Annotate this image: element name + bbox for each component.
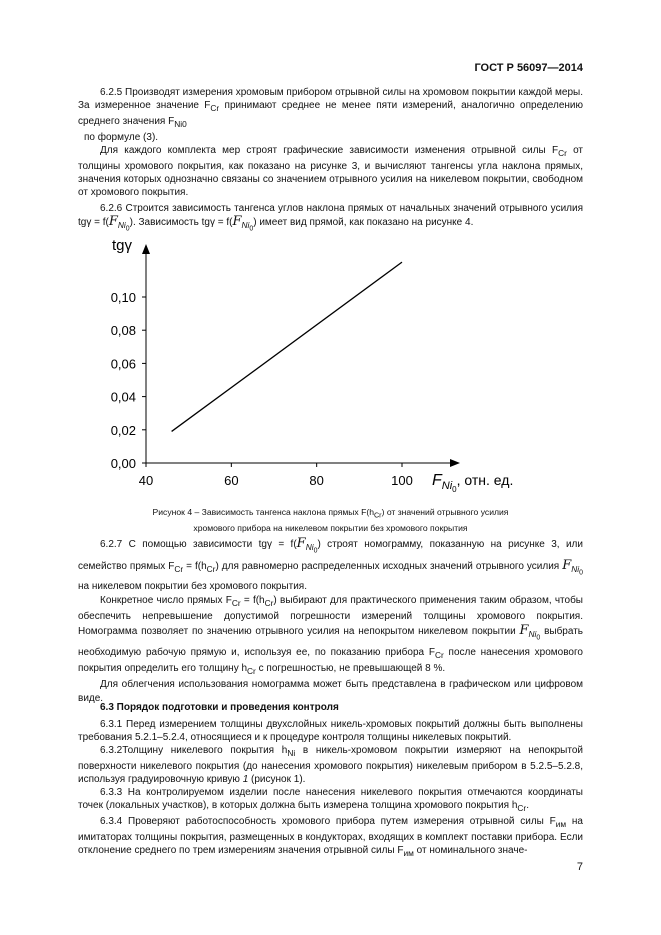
- section-63: [78, 701, 583, 860]
- x-axis-arrow: [450, 459, 460, 467]
- y-axis-arrow: [142, 244, 150, 254]
- paragraph-631: 6.3.1 Перед измерением толщины двухслойных никель-хромовых покрытий должны быть выполнены требования 5.2.1–5.2.4, относящиеся и к процедуре контроля толщины никелевых покрытий.: [78, 719, 583, 743]
- paragraph-number-of-lines: Конкретное число прямых $F_{Cr} = f(h_{Cr})$ выбирают для практического применения таким образом, чтобы обеспечить непревышение допустимой погрешности измерений толщины хромового покрытия. Номограмма позволяет по значению отрывного усилия на непокрытом никелевом покрытии $F_{Ni_0}$ выбрать необходимую рабочую прямую и, используя ее, по показанию прибора $F_{Cr}$ после нанесения хромового покрытия определить его толщину $h_{Cr}$ с погрешностью, не превышающей 8 %.: [78, 595, 583, 676]
- paragraph-633: 6.3.3 На контролируемом изделии после нанесения никелевого покрытия отмечаются координаты точек (локальных участков), в которых должна быть измерена толщина хромового покрытия $h_{Cr}$.: [78, 787, 583, 813]
- section-625: [78, 86, 583, 236]
- page-number: 7: [576, 861, 583, 873]
- paragraph-625: 6.2.5 Производят измерения хромовым прибором отрывной силы на хромовом покрытии каждой меры. За измеренное значение $F_{Cr}$ принимают среднее не менее пяти измерений, аналогично определению среднего значения $F_{Ni0}$: [78, 87, 583, 129]
- document-header: ГОСТ Р 56097—2014: [474, 62, 583, 74]
- series-line: [172, 262, 402, 431]
- paragraph-626: 6.2.6 Строится зависимость тангенса углов наклона прямых от начальных значений отрывного усилия $tg\gamma = f(F_{Ni_0})$. Зависимость $tg\gamma = f(F_{Ni_0})$ имеет вид прямой, как показано на рисунке 4.: [78, 203, 583, 233]
- y-tick-label: 0,04: [110, 389, 136, 405]
- section-627: [78, 537, 583, 706]
- figure-caption: Рисунок 4 – Зависимость тангенса наклона прямых $F(h_{Cr})$ от значений отрывного усилия хромового прибора на никелевом покрытии без хромового покрытия: [152, 507, 509, 533]
- paragraph-625-plots: Для каждого комплекта мер строят графические зависимости изменения отрывной силы $F_{Cr}$ от толщины хромового покрытия, как показано на рисунке 3, и вычисляют тангенсы угла наклона прямых, значения которых однозначно связаны со значением отрывного усилия на никелевом покрытии, свободном от хромового покрытия.: [78, 145, 583, 198]
- y-tick-label: 0,08: [110, 323, 136, 339]
- y-tick-label: 0,02: [110, 422, 136, 438]
- section-63-title: 6.3 Порядок подготовки и проведения контроля: [100, 702, 339, 713]
- x-axis-label: $F_{Ni0}$, отн. ед.: [432, 472, 514, 494]
- x-tick-label: 60: [224, 473, 239, 488]
- x-tick-label: 40: [138, 473, 154, 488]
- x-tick-label: 100: [391, 473, 413, 488]
- paragraph-632: 6.3.2Толщину никелевого покрытия $h_{Ni}$ в никель-хромовом покрытии измеряют на непокрытой поверхности никелевого покрытия (до нанесения хромового покрытия) никелевым прибором в 5.2.5–5.2.8, используя градуировочную кривую 1 (рисунок 1).: [78, 745, 583, 785]
- x-tick-label: 80: [309, 473, 324, 488]
- paragraph-625-formula: по формуле (3).: [84, 132, 159, 143]
- y-tick-label: 0,06: [110, 356, 136, 372]
- paragraph-nomogram: Для облегчения использования номограмма может быть представлена в графическом или цифровом виде.: [78, 678, 583, 704]
- paragraph-627: 6.2.7 С помощью зависимости $tg\gamma = f(F_{Ni_0})$ строят номограмму, показанную на рисунке 3, или семейство прямых $F_{Cr} = f(h_{Cr})$ для равномерно распределенных исходных значений отрывного усилия $F_{Ni_0}$ на никелевом покрытии без хромового покрытия.: [78, 536, 583, 593]
- y-axis-label: tgγ: [112, 237, 133, 254]
- y-tick-label: 0,10: [110, 290, 136, 305]
- paragraph-634: 6.3.4 Проверяют работоспособность хромового прибора путем измерения отрывной силы $F_{им}$ на имитаторах толщины покрытия, размещенных в кондукторах, входящих в комплект поставки прибора. Если отклонение среднего по трем измерениям значения отрывной силы $F_{им}$ от номинального значе-: [78, 816, 583, 858]
- y-tick-label: 0,00: [110, 456, 136, 471]
- figure-4-chart: [90, 230, 550, 495]
